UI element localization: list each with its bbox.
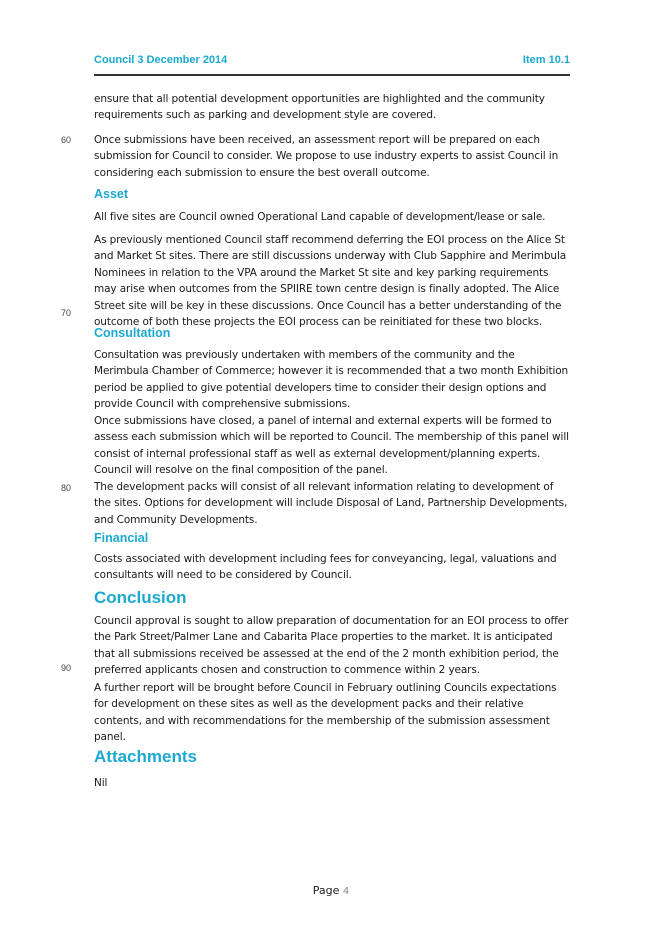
paragraph-financial-1: Costs associated with development including fees for conveyancing, legal, valuations and consultants will need to be considered by Council. (94, 553, 557, 582)
paragraph-asset-1: All five sites are Council owned Operational Land capable of development/lease or sale. (94, 211, 546, 223)
paragraph-conclusion-2: A further report will be brought before Council in February outlining Councils expectations for development on these sites as well as the development packs and their relative contents, and with recommendations for the membership of the submission assessment panel. (94, 682, 557, 744)
paragraph-intro-continued: ensure that all potential development opportunities are highlighted and the community requirements such as parking and development style are covered. (94, 93, 545, 122)
item-number: Item 10.1 (522, 54, 570, 66)
paragraph-consultation-1: Consultation was previously undertaken with members of the community and the Merimbula Chamber of Commerce; however it is recommended that a two month Exhibition period be applied to give potential developers time to consider their design options and provide Council with comprehensive submissions. (94, 349, 569, 411)
heading-asset: Asset (94, 187, 129, 201)
paragraph-conclusion-1: Council approval is sought to allow preparation of documentation for an EOI process to offer the Park Street/Palmer Lane and Cabarita Place properties to the market. It is anticipated that all submissions received be assessed at the end of the 2 month exhibition period, the preferred applicants chosen and construction to commence within 2 years. (94, 615, 569, 677)
page-footer (0, 884, 662, 897)
line-number-70: 70 (61, 308, 72, 318)
heading-consultation: Consultation (94, 326, 171, 340)
paragraph-consultation-2: Once submissions have closed, a panel of internal and external experts will be formed to assess each submission which will be reported to Council. The membership of this panel will consist of internal professional staff as well as external development/planning experts. Council will resolve on the final composition of the panel. (94, 415, 569, 477)
page-label: Page (312, 884, 340, 897)
paragraph-consultation-3: The development packs will consist of all relevant information relating to development of the sites. Options for development will include Disposal of Land, Partnership Developments, and Community Developments. (94, 481, 568, 526)
heading-attachments: Attachments (94, 747, 197, 766)
page-number: 4 (342, 886, 350, 897)
line-number-60: 60 (61, 135, 72, 145)
meeting-title: Council 3 December 2014 (94, 54, 228, 66)
line-number-80: 80 (61, 483, 72, 493)
paragraph-assessment-report: Once submissions have been received, an assessment report will be prepared on each submission for Council to consider. We propose to use industry experts to assist Council in considering each submission to ensure the best overall outcome. (94, 134, 559, 179)
paragraph-asset-2: As previously mentioned Council staff recommend deferring the EOI process on the Alice St and Market St sites. There are still discussions underway with Club Sapphire and Merimbula Nominees in relation to the VPA around the Market St site and key parking requirements may arise when outcomes from the SPIIRE town centre design is finally adopted. The Alice Street site will be key in these discussions. Once Council has a better understanding of the outcome of both these projects the EOI process can be reinitiated for these two blocks. (94, 234, 567, 329)
attachments-value: Nil (94, 777, 108, 789)
heading-financial: Financial (94, 531, 149, 545)
heading-conclusion: Conclusion (94, 588, 187, 607)
page-header (94, 52, 570, 76)
line-number-90: 90 (61, 663, 72, 673)
